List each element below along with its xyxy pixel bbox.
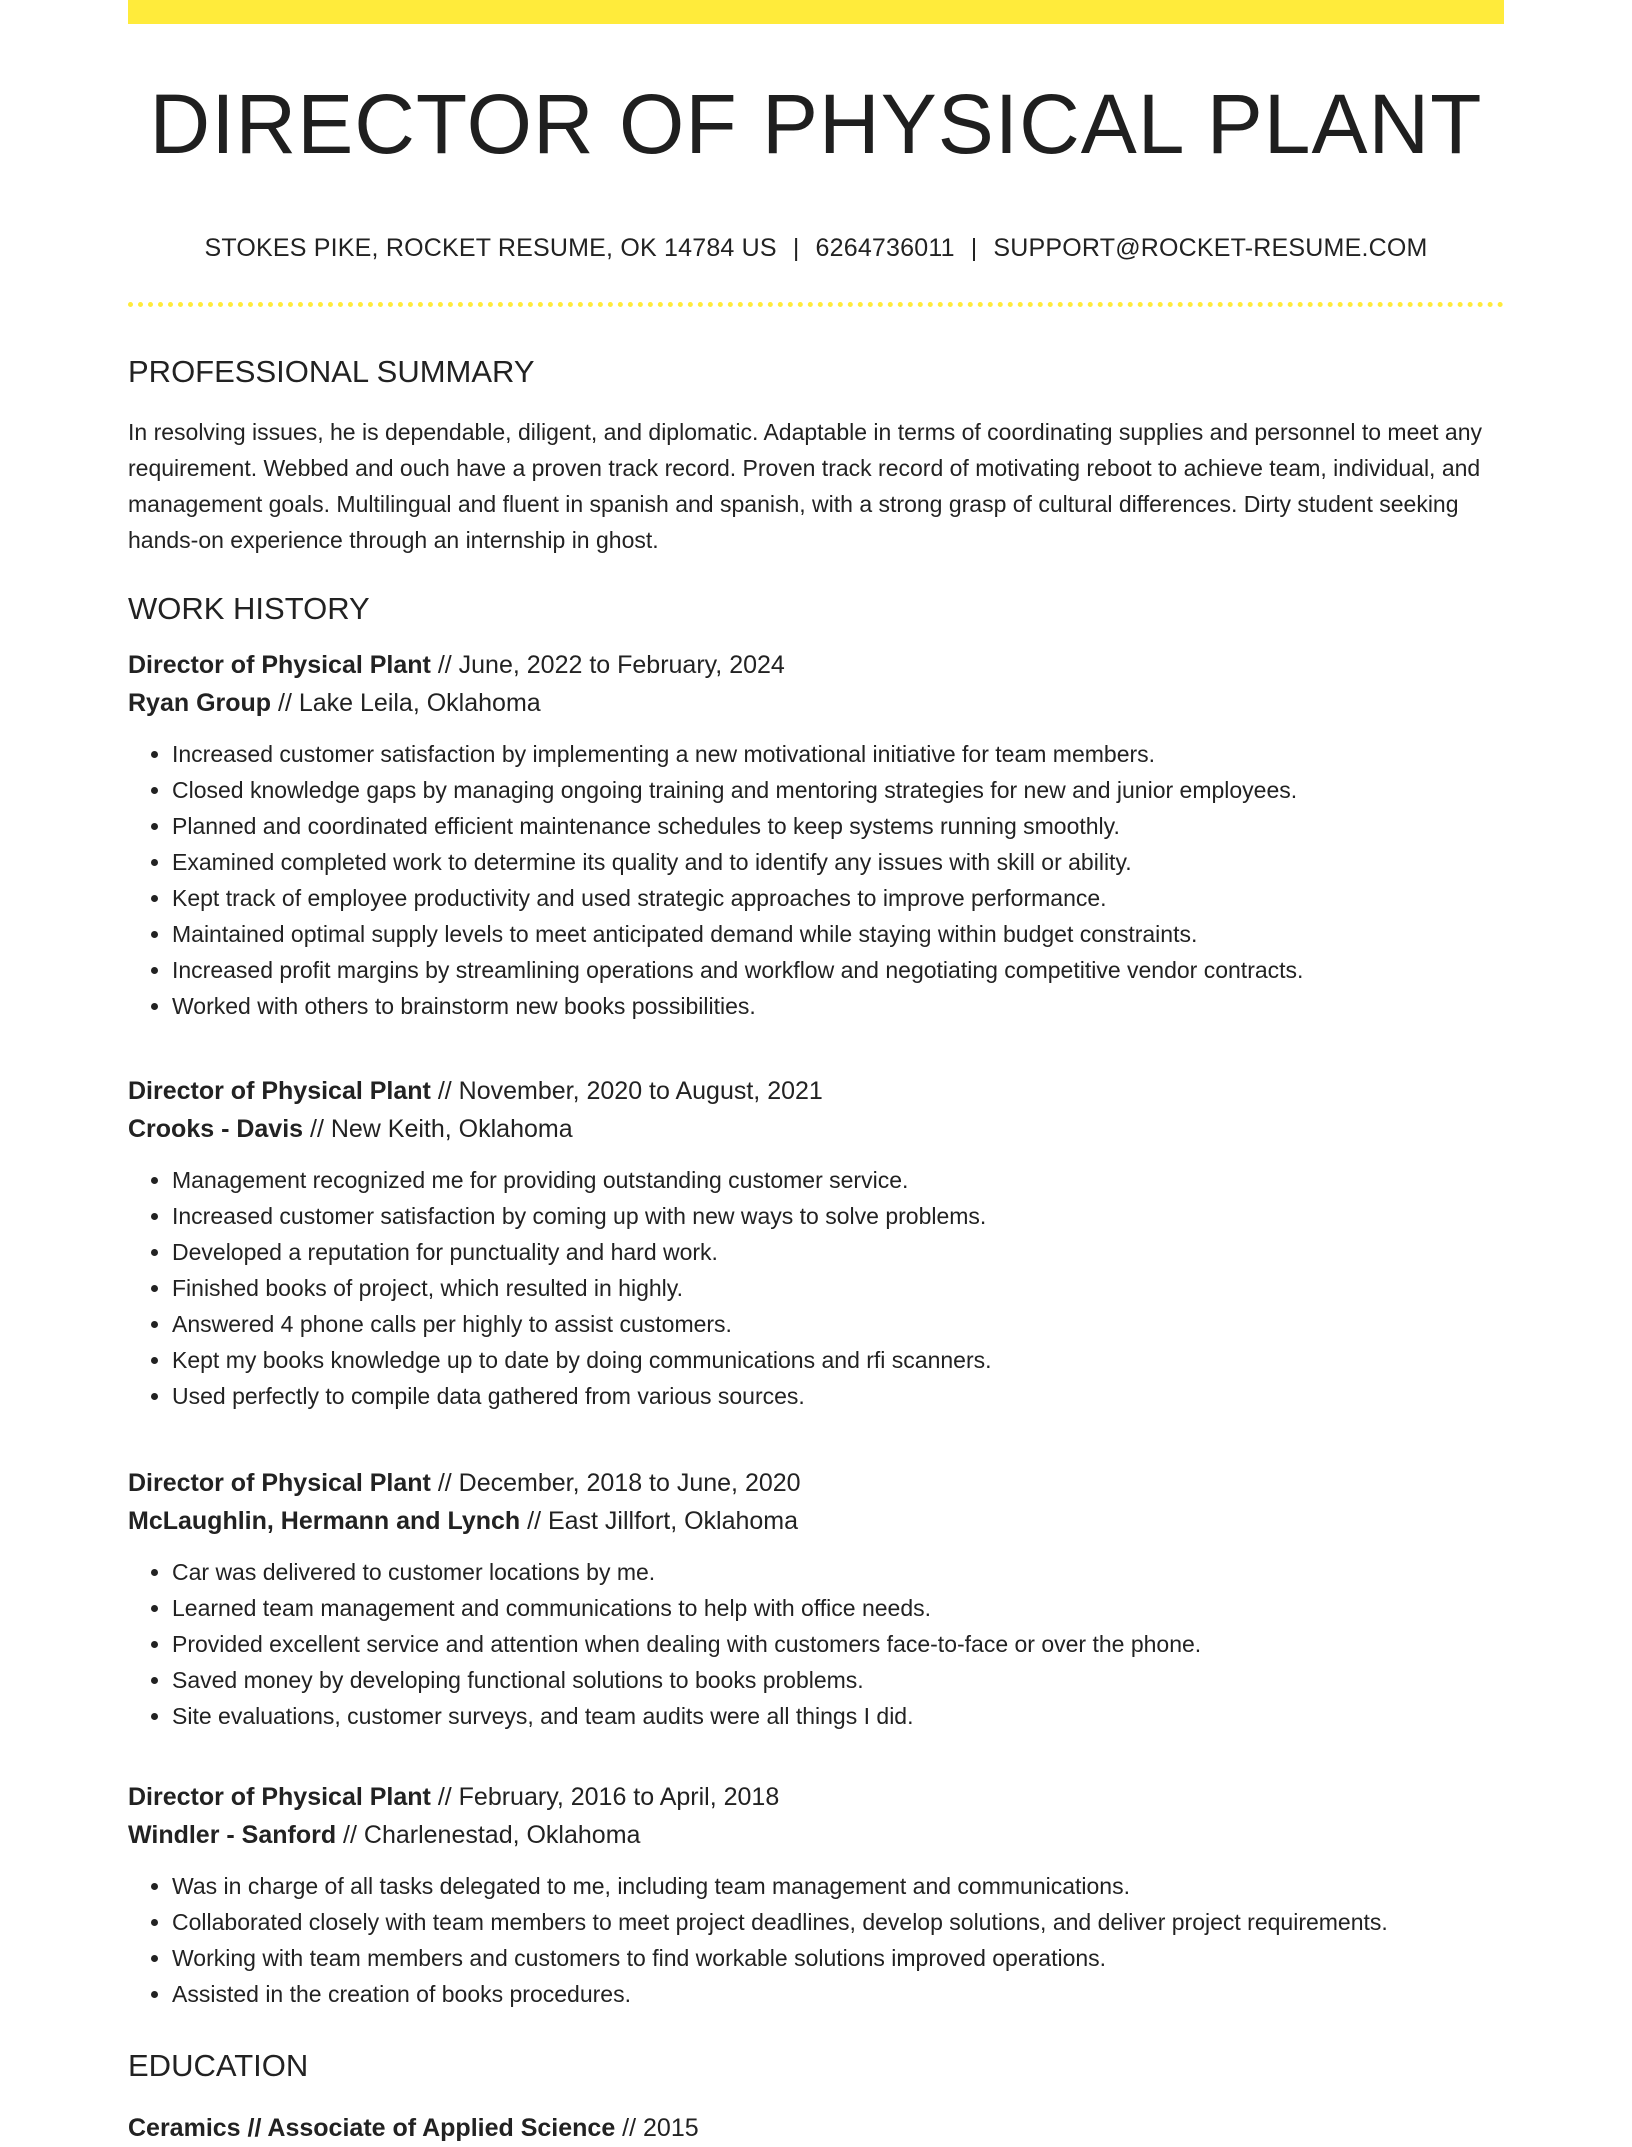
job-bullet: • Kept track of employee productivity and used strategic approaches to improve performance. bbox=[172, 880, 1504, 916]
job-location: // East Jillfort, Oklahoma bbox=[520, 1507, 799, 1535]
contact-line bbox=[128, 236, 1504, 261]
job-bullet: • Finished books of project, which resulted in highly. bbox=[172, 1270, 1504, 1306]
job-bullet: • Saved money by developing functional solutions to books problems. bbox=[172, 1662, 1504, 1698]
job-bullet-list bbox=[128, 736, 1504, 1024]
job-location: // Charlenestad, Oklahoma bbox=[336, 1821, 641, 1849]
education-heading: EDUCATION bbox=[128, 2048, 309, 2083]
job-bullet: • Developed a reputation for punctuality and hard work. bbox=[172, 1234, 1504, 1270]
job-bullet: • Worked with others to brainstorm new books possibilities. bbox=[172, 988, 1504, 1024]
job-bullet: • Increased customer satisfaction by coming up with new ways to solve problems. bbox=[172, 1198, 1504, 1234]
contact-email: SUPPORT@ROCKET-RESUME.COM bbox=[993, 234, 1428, 262]
job-company: Ryan Group bbox=[128, 689, 272, 717]
job-bullet: • Increased customer satisfaction by implementing a new motivational initiative for team members. bbox=[172, 736, 1504, 772]
job-bullet: • Was in charge of all tasks delegated to me, including team management and communications. bbox=[172, 1868, 1504, 1904]
job-bullet-list bbox=[128, 1868, 1504, 2012]
job-bullet: • Assisted in the creation of books procedures. bbox=[172, 1976, 1504, 2012]
job-bullet: • Used perfectly to compile data gathered from various sources. bbox=[172, 1378, 1504, 1414]
job-title-line bbox=[128, 1072, 1504, 1110]
job-company-line bbox=[128, 1816, 1504, 1854]
job-entry bbox=[128, 1778, 1504, 2012]
job-bullet: • Answered 4 phone calls per highly to assist customers. bbox=[172, 1306, 1504, 1342]
job-bullet: • Collaborated closely with team members to meet project deadlines, develop solutions, and deliver project requirements. bbox=[172, 1904, 1504, 1940]
job-company: Crooks - Davis bbox=[128, 1115, 304, 1143]
job-title: Director of Physical Plant bbox=[128, 1077, 431, 1105]
job-title: Director of Physical Plant bbox=[128, 651, 431, 679]
job-company-line bbox=[128, 684, 1504, 722]
education-list bbox=[128, 2109, 1504, 2147]
job-bullet: • Maintained optimal supply levels to meet anticipated demand while staying within budget constraints. bbox=[172, 916, 1504, 952]
job-bullet: • Closed knowledge gaps by managing ongoing training and mentoring strategies for new and junior employees. bbox=[172, 772, 1504, 808]
education-entry bbox=[128, 2109, 1504, 2147]
job-bullet: • Site evaluations, customer surveys, and team audits were all things I did. bbox=[172, 1698, 1504, 1734]
job-location: // New Keith, Oklahoma bbox=[303, 1115, 573, 1143]
job-bullet: • Increased profit margins by streamlining operations and workflow and negotiating competitive vendor contracts. bbox=[172, 952, 1504, 988]
work-history-list bbox=[128, 646, 1504, 2012]
resume-title: DIRECTOR OF PHYSICAL PLANT bbox=[149, 77, 1483, 171]
job-bullet: • Working with team members and customers to find workable solutions improved operations. bbox=[172, 1940, 1504, 1976]
education-degree: Ceramics // Associate of Applied Science bbox=[128, 2114, 616, 2142]
job-dates: // June, 2022 to February, 2024 bbox=[430, 651, 785, 679]
job-title: Director of Physical Plant bbox=[128, 1783, 431, 1811]
work-history-heading: WORK HISTORY bbox=[128, 591, 370, 626]
job-company: McLaughlin, Hermann and Lynch bbox=[128, 1507, 521, 1535]
job-bullet: • Learned team management and communications to help with office needs. bbox=[172, 1590, 1504, 1626]
job-dates: // December, 2018 to June, 2020 bbox=[430, 1469, 801, 1497]
job-bullet: • Kept my books knowledge up to date by doing communications and rfi scanners. bbox=[172, 1342, 1504, 1378]
job-entry bbox=[128, 1464, 1504, 1734]
contact-separator: | bbox=[792, 234, 800, 262]
job-bullet-list bbox=[128, 1554, 1504, 1734]
job-dates: // November, 2020 to August, 2021 bbox=[430, 1077, 823, 1105]
education-year: // 2015 bbox=[615, 2114, 699, 2142]
job-dates: // February, 2016 to April, 2018 bbox=[430, 1783, 780, 1811]
job-entry bbox=[128, 646, 1504, 1024]
contact-separator: | bbox=[970, 234, 978, 262]
summary-heading: PROFESSIONAL SUMMARY bbox=[128, 354, 535, 389]
job-bullet: • Examined completed work to determine its quality and to identify any issues with skill or ability. bbox=[172, 844, 1504, 880]
resume-page bbox=[128, 0, 1504, 2147]
job-bullet: • Management recognized me for providing outstanding customer service. bbox=[172, 1162, 1504, 1198]
job-title-line bbox=[128, 1464, 1504, 1502]
job-company-line bbox=[128, 1110, 1504, 1148]
job-bullet: • Provided excellent service and attention when dealing with customers face-to-face or over the phone. bbox=[172, 1626, 1504, 1662]
job-title: Director of Physical Plant bbox=[128, 1469, 431, 1497]
top-accent-bar bbox=[128, 0, 1504, 24]
job-title-line bbox=[128, 1778, 1504, 1816]
job-bullet: • Planned and coordinated efficient maintenance schedules to keep systems running smoothly. bbox=[172, 808, 1504, 844]
contact-phone: 6264736011 bbox=[815, 234, 955, 262]
contact-address: STOKES PIKE, ROCKET RESUME, OK 14784 US bbox=[204, 234, 777, 262]
job-entry bbox=[128, 1072, 1504, 1414]
job-bullet-list bbox=[128, 1162, 1504, 1414]
header-divider bbox=[128, 302, 1504, 307]
summary-text: In resolving issues, he is dependable, diligent, and diplomatic. Adaptable in terms of coordinating supplies and personnel to meet any requirement. Webbed and ouch have a proven track record. Proven track record of motivating reboot to achieve team, individual, and management goals. Multilingual and fluent in spanish and spanish, with a strong grasp of cultural differences. Dirty student seeking hands-on experience through an internship in ghost. bbox=[128, 419, 1483, 553]
job-title-line bbox=[128, 646, 1504, 684]
job-company-line bbox=[128, 1502, 1504, 1540]
job-company: Windler - Sanford bbox=[128, 1821, 337, 1849]
job-bullet: • Car was delivered to customer locations by me. bbox=[172, 1554, 1504, 1590]
job-location: // Lake Leila, Oklahoma bbox=[271, 689, 541, 717]
